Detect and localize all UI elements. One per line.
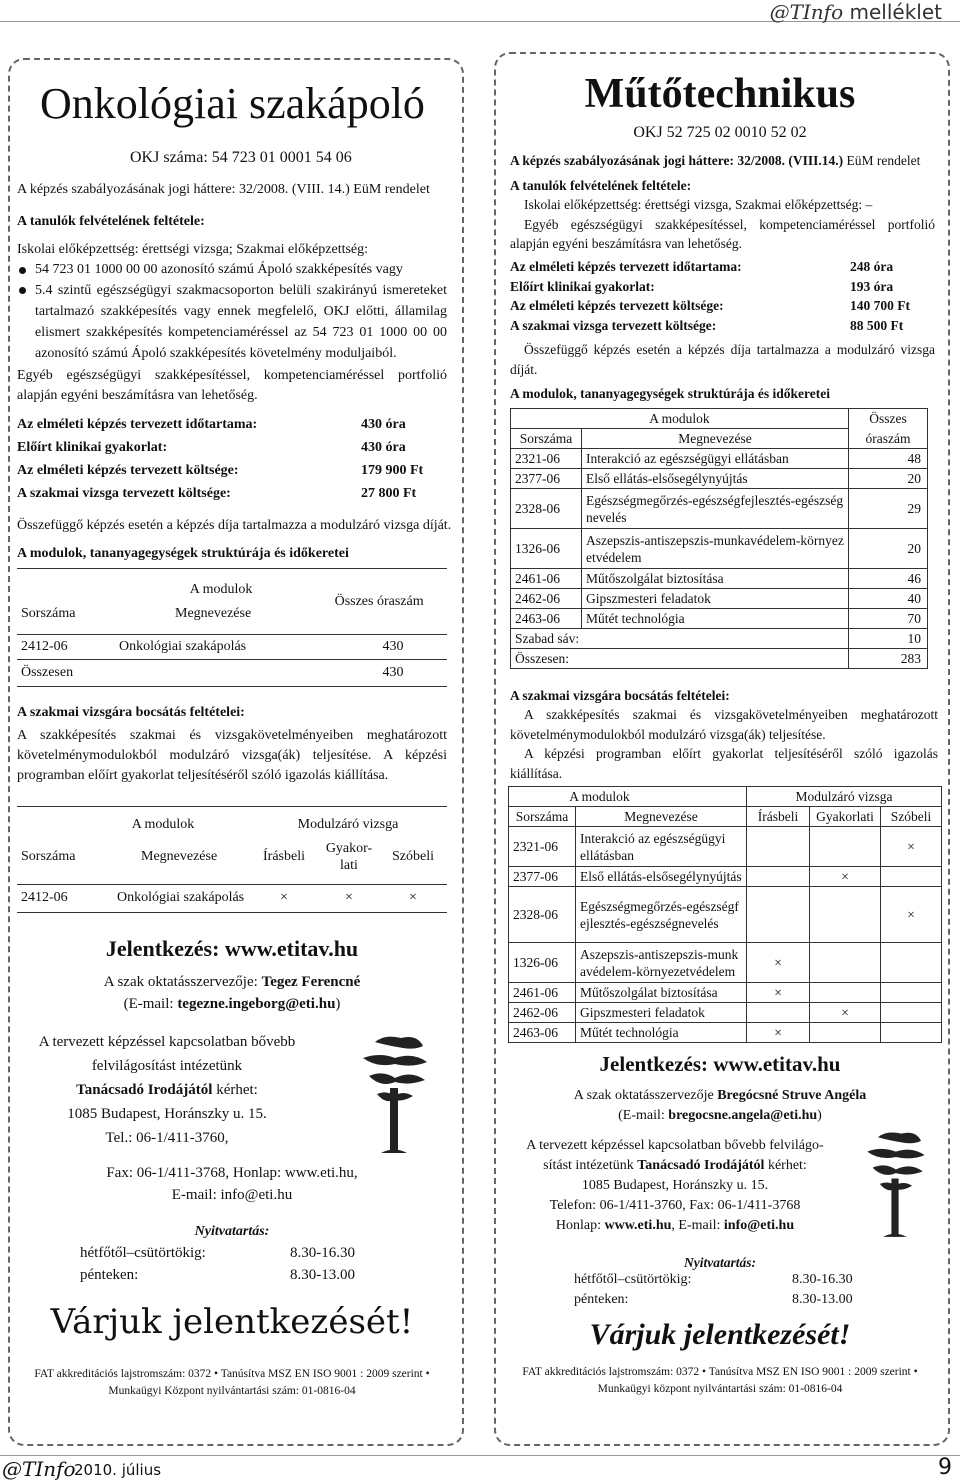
th-name: Megnevezése [576, 807, 747, 827]
cell-name: Első ellátás-elsősegélynyújtás [582, 469, 849, 489]
th-practical: Gyakorlati [810, 807, 881, 827]
th-code: Sorszáma [21, 606, 76, 621]
sum-value: 430 [382, 665, 404, 680]
cell-name: Egészségmegőrzés-egészségfejlesztés-egészségnevelés [582, 489, 849, 529]
contact-telfax: Telefon: 06-1/411-3760, Fax: 06-1/411-3768 [549, 1198, 801, 1213]
table-row [511, 569, 928, 589]
cell-practical [810, 1023, 881, 1043]
fat-line: Munkaügyi központ nyilvántartási szám: 01-0816-04 [597, 1383, 843, 1395]
table-row [511, 629, 928, 649]
table-rule [17, 806, 447, 807]
contact-address: 1085 Budapest, Horánszky u. 15. [581, 1178, 769, 1193]
table-row [511, 489, 928, 529]
cell-written [747, 827, 810, 867]
cell-code: 2328-06 [509, 887, 576, 943]
sum-value: 283 [849, 649, 928, 669]
th-code: Sorszáma [21, 849, 76, 864]
table-row [509, 827, 942, 867]
page-number: 9 [938, 1455, 952, 1480]
web-prefix: Honlap: [555, 1218, 605, 1233]
cell-hours: 70 [849, 609, 928, 629]
table-row [509, 943, 942, 983]
fact-label: A szakmai vizsga tervezett költsége: [17, 486, 231, 501]
contact-line: A tervezett képzéssel kapcsolatban bővebb [38, 1034, 296, 1050]
right-exam-table [508, 786, 942, 1043]
left-exam-text: A szakképesítés szakmai és vizsgakövetelményeiben meghatározott követelménymodulokból modulzáró vizsga(ák) teljesítése. A képzési programban előírt gyakorlat teljesítéséről szóló igazolás kiállítása. [17, 728, 447, 783]
fact-label: Az elméleti képzés tervezett időtartama: [17, 417, 258, 432]
right-apply-link[interactable]: Jelentkezés: www.etitav.hu [599, 1052, 841, 1076]
cell-practical [810, 943, 881, 983]
left-admission-heading: A tanulók felvételének feltétele: [17, 214, 205, 229]
contact-text: sítást intézetünk [543, 1158, 638, 1173]
fact-value: 27 800 Ft [361, 486, 417, 501]
hours-day: hétfőtől–csütörtökig: [80, 1244, 206, 1261]
right-facts [510, 257, 930, 335]
sum-label: Összesen [21, 665, 74, 680]
cell-hours: 48 [849, 449, 928, 469]
right-welcome: Várjuk jelentkezését! [589, 1318, 851, 1351]
th-oral: Szóbeli [392, 849, 434, 864]
cell-name: Gipszmesteri feladatok [582, 589, 849, 609]
cell-practical [810, 827, 881, 867]
footer-logo: @TInfo [2, 1457, 76, 1481]
legal-rest: EüM rendelet [843, 153, 921, 168]
left-exam-heading: A szakmai vizsgára bocsátás feltételei: [17, 705, 245, 720]
fact-label: Az elméleti képzés tervezett időtartama: [510, 259, 742, 274]
cell-name: Gipszmesteri feladatok [576, 1003, 747, 1023]
cell-code: 2461-06 [511, 569, 582, 589]
contact-line [500, 1156, 850, 1176]
cell-name: Műtőszolgálat biztosítása [576, 983, 747, 1003]
fact-label: Az elméleti képzés tervezett költsége: [510, 298, 724, 313]
left-fat [17, 1366, 447, 1400]
contact-fax: Fax: 06-1/411-3768, Honlap: www.eti.hu, [106, 1165, 358, 1181]
cell-hours: 40 [849, 589, 928, 609]
table-row [509, 1003, 942, 1023]
cell-code: 1326-06 [511, 529, 582, 569]
th-modules: A modulok [131, 817, 195, 832]
th-name: Megnevezése [141, 849, 218, 864]
email-suffix: ) [817, 1108, 822, 1123]
cell-name: Első ellátás-elsősegélynyújtás [576, 867, 747, 887]
cell-code: 2463-06 [511, 609, 582, 629]
exam-line: A képzési programban előírt gyakorlat teljesítéséről szóló igazolás kiállítása. [510, 746, 938, 781]
right-title: Műtőtechnikus [584, 71, 856, 117]
cell-written [747, 1003, 810, 1023]
cell-written [747, 867, 810, 887]
tree-logo-icon [355, 1028, 433, 1158]
cell-name: Egészségmegőrzés-egészségfejlesztés-egészségnevelés [576, 887, 747, 943]
cell-written: × [747, 1023, 810, 1043]
table-row [17, 636, 447, 658]
sum-label: Összesen: [511, 649, 849, 669]
fact-label: Előírt klinikai gyakorlat: [510, 278, 655, 294]
left-module-table [17, 578, 447, 626]
cell-oral: × [881, 827, 942, 867]
cell-oral [881, 983, 942, 1003]
hours-day: pénteken: [80, 1266, 139, 1283]
fact-value: 140 700 Ft [850, 298, 910, 313]
organizer-email[interactable]: bregocsne.angela@eti.hu [668, 1108, 818, 1123]
contact-address: 1085 Budapest, Horánszky u. 15. [67, 1106, 267, 1122]
th-modules: A modulok [511, 409, 849, 429]
left-bullet-item: 5.4 szintű egészségügyi szakmacsoporton belüli szakirányú ismereteket tartalmazó szakképesítés vagy ennek megfelelő, OKJ előtti, államilag elismert szakképesítés kompetenciaméréssel az 54 723 01 1000 00 00 azonosító számú Ápoló szakképesítés követelmény moduljaiból. [17, 280, 447, 364]
header-suffix: melléklet [843, 0, 942, 24]
table-row [17, 886, 447, 910]
cell-name: Aszepszis-antiszepszis-munkavédelem-környezetvédelem [576, 943, 747, 983]
th-oral: Szóbeli [881, 807, 942, 827]
contact-line [17, 1078, 317, 1102]
left-bullet-list [17, 260, 447, 364]
table-rule [17, 659, 447, 660]
table-rule [17, 568, 447, 569]
fact-label: A szakmai vizsga tervezett költsége: [510, 317, 717, 333]
cell-practical: × [810, 867, 881, 887]
table-row [509, 867, 942, 887]
left-exam-table [17, 814, 447, 878]
fact-value: 88 500 Ft [850, 317, 904, 333]
hours-time: 8.30-13.00 [290, 1266, 355, 1283]
th-name: Megnevezése [175, 606, 252, 621]
mail-prefix: , E-mail: [671, 1218, 724, 1233]
fact-value: 179 900 Ft [361, 463, 424, 478]
right-exam-heading: A szakmai vizsgára bocsátás feltételei: [510, 688, 730, 703]
th-total-1: Összes [849, 409, 928, 429]
right-hours-table [574, 1270, 853, 1310]
cell-code: 2462-06 [511, 589, 582, 609]
left-welcome: Várjuk jelentkezését! [50, 1302, 414, 1342]
cell-name: Műtét technológia [576, 1023, 747, 1043]
table-row [509, 887, 942, 943]
fact-value: 193 óra [850, 278, 894, 294]
cell-oral: × [409, 890, 417, 905]
left-exam-rows [17, 886, 447, 910]
th-code: Sorszáma [509, 807, 576, 827]
cell-code: 2328-06 [511, 489, 582, 529]
fact-label: Előírt klinikai gyakorlat: [17, 440, 168, 455]
cell-code: 2321-06 [511, 449, 582, 469]
email-prefix: (E-mail: [618, 1108, 669, 1123]
cell-code: 1326-06 [509, 943, 576, 983]
header-title [770, 0, 942, 24]
cell-name: Műtőszolgálat biztosítása [582, 569, 849, 589]
right-admission-heading: A tanulók felvételének feltétele: [510, 178, 692, 193]
mail-link[interactable]: info@eti.hu [723, 1218, 795, 1233]
cell-practical [810, 887, 881, 943]
th-total-2: óraszám [849, 429, 928, 449]
fat-line: FAT akkreditációs lajstromszám: 0372 • Tanúsítva MSZ EN ISO 9001 : 2009 szerint • [522, 1366, 918, 1378]
th-modules: A modulok [189, 582, 253, 597]
cell-written: × [747, 943, 810, 983]
table-rule [17, 884, 447, 885]
cell-written: × [280, 890, 288, 905]
organizer-prefix: A szak oktatásszervezője [573, 1088, 718, 1103]
hours-day: pénteken: [574, 1292, 629, 1307]
right-organizer [500, 1086, 940, 1126]
th-practical-label: Gyakor-lati [325, 841, 373, 873]
right-admission-text [510, 195, 935, 254]
th-code: Sorszáma [511, 429, 582, 449]
cell-hours: 46 [849, 569, 928, 589]
right-hours-heading: Nyitvatartás: [684, 1255, 756, 1270]
table-row [511, 469, 928, 489]
hours-time: 8.30-16.30 [290, 1244, 355, 1261]
left-fax-block [17, 1162, 447, 1206]
left-module-rows [17, 636, 447, 658]
left-module-sum [17, 662, 447, 684]
cell-code: 2377-06 [511, 469, 582, 489]
cell-oral [881, 1003, 942, 1023]
right-contact-block [500, 1136, 850, 1236]
left-okj: OKJ száma: 54 723 01 0001 54 06 [130, 149, 352, 166]
left-bullet-item: 54 723 01 1000 00 00 azonosító számú Ápoló szakképesítés vagy [17, 260, 447, 280]
cell-hours: 29 [849, 489, 928, 529]
right-legal [510, 151, 920, 171]
th-practical [319, 836, 379, 878]
left-facts [17, 413, 427, 505]
left-modules-heading: A modulok, tananyagegységek struktúrája és időkeretei [17, 546, 349, 561]
fat-line: Munkaügyi Központ nyilvántartási szám: 01-0816-04 [108, 1385, 356, 1397]
left-organizer [17, 971, 447, 1015]
email-suffix: ) [335, 996, 341, 1012]
left-contact-block [17, 1030, 317, 1150]
organizer-name: Bregócsné Struve Angéla [717, 1088, 867, 1103]
right-okj: OKJ 52 725 02 0010 52 02 [633, 124, 807, 141]
cell-name: Onkológiai szakápolás [119, 639, 247, 654]
cell-name: Onkológiai szakápolás [117, 890, 245, 905]
footer-date: 2010. július [74, 1461, 162, 1479]
cell-code: 2461-06 [509, 983, 576, 1003]
email-prefix: (E-mail: [123, 996, 178, 1012]
th-written: Írásbeli [263, 849, 305, 864]
hours-time: 8.30-13.00 [792, 1292, 853, 1307]
cell-practical: × [810, 1003, 881, 1023]
contact-line: felvilágosítást intézetünk [91, 1058, 243, 1074]
cell-code: 2463-06 [509, 1023, 576, 1043]
admission-line: Egyéb egészségügyi szakképesítéssel, kompetenciaméréssel portfolió alapján egyéni beszámításra van lehetőség. [510, 216, 935, 251]
table-row [509, 1023, 942, 1043]
right-exam-text [510, 705, 938, 783]
cell-written: × [747, 983, 810, 1003]
cell-name: Aszepszis-antiszepszis-munkavédelem-környezetvédelem [582, 529, 849, 569]
contact-line [500, 1216, 850, 1236]
cell-name: Interakció az egészségügyi ellátásban [582, 449, 849, 469]
right-module-table [510, 408, 928, 669]
cell-oral [881, 943, 942, 983]
left-hours-heading: Nyitvatartás: [194, 1224, 270, 1239]
table-rule [17, 912, 447, 913]
cell-practical: × [345, 890, 353, 905]
cell-oral [881, 867, 942, 887]
fact-label: Az elméleti képzés tervezett költsége: [17, 463, 239, 478]
cell-code: 2462-06 [509, 1003, 576, 1023]
page-footer [0, 1451, 960, 1483]
cell-practical [810, 983, 881, 1003]
contact-office: Tanácsadó Irodájától [76, 1082, 213, 1098]
hours-day: hétfőtől–csütörtökig: [574, 1272, 692, 1287]
left-fee-note: Összefüggő képzés esetén a képzés díja tartalmazza a modulzáró vizsga díját. [17, 518, 452, 533]
legal-bold: A képzés szabályozásának jogi háttere: 32/2008. (VIII.14.) [510, 153, 844, 168]
header-logo: @TInfo [769, 0, 844, 24]
right-fat [500, 1364, 940, 1398]
cell-name: Műtét technológia [582, 609, 849, 629]
contact-mail: E-mail: info@eti.hu [171, 1187, 293, 1203]
table-row [511, 649, 928, 669]
cell-hours: 20 [849, 529, 928, 569]
cell-written [747, 887, 810, 943]
admission-line: Iskolai előképzettség: érettségi vizsga, Szakmai előképzettség: – [524, 197, 873, 212]
th-total-hours: Összes óraszám [334, 594, 424, 609]
cell-code: 2412-06 [21, 890, 68, 905]
left-legal: A képzés szabályozásának jogi háttere: 32/2008. (VIII. 14.) EüM rendelet [17, 182, 430, 197]
cell-oral: × [881, 887, 942, 943]
organizer-email[interactable]: tegezne.ingeborg@eti.hu [177, 996, 336, 1012]
left-prerequisite: Iskolai előképzettség: érettségi vizsga; Szakmai előképzettség: [17, 242, 369, 257]
contact-office: Tanácsadó Irodájától [637, 1158, 765, 1173]
table-row [511, 609, 928, 629]
footer-rule [0, 1455, 960, 1456]
cell-name: Interakció az egészségügyi ellátásban [576, 827, 747, 867]
hours-time: 8.30-16.30 [792, 1272, 853, 1287]
fact-value: 430 óra [361, 440, 406, 455]
contact-tel: Tel.: 06-1/411-3760, [105, 1130, 229, 1146]
th-modules: A modulok [509, 787, 747, 807]
th-exam: Modulzáró vizsga [297, 817, 399, 832]
right-modules-heading: A modulok, tananyagegységek struktúrája és időkeretei [510, 386, 831, 401]
cell-code: 2377-06 [509, 867, 576, 887]
contact-text: kérhet: [764, 1158, 807, 1173]
fat-line: FAT akkreditációs lajstromszám: 0372 • Tanúsítva MSZ EN ISO 9001 : 2009 szerint • [34, 1368, 430, 1380]
free-label: Szabad sáv: [511, 629, 849, 649]
contact-line: A tervezett képzéssel kapcsolatban bővebb felvilágo- [526, 1138, 824, 1153]
left-hours-table [80, 1242, 355, 1286]
fact-value: 248 óra [850, 259, 894, 274]
right-fee-note: Összefüggő képzés esetén a képzés díja tartalmazza a modulzáró vizsga díját. [510, 342, 935, 377]
cell-hours: 20 [849, 469, 928, 489]
exam-line: A szakképesítés szakmai és vizsgakövetelményeiben meghatározott követelménymodulokból modulzáró vizsga(ák) teljesítése. [510, 707, 938, 742]
table-rule [17, 686, 447, 687]
table-row [511, 449, 928, 469]
table-rule [17, 634, 447, 635]
th-name: Megnevezése [582, 429, 849, 449]
cell-code: 2412-06 [21, 639, 68, 654]
left-other-note: Egyéb egészségügyi szakképesítéssel, kompetenciaméréssel portfolió alapján egyéni beszámításra van lehetőség. [17, 368, 447, 403]
table-row [511, 589, 928, 609]
tree-logo-icon [860, 1124, 930, 1242]
fact-value: 430 óra [361, 417, 406, 432]
web-link[interactable]: www.eti.hu [604, 1218, 672, 1233]
table-row [509, 983, 942, 1003]
cell-hours: 430 [382, 639, 404, 654]
cell-oral [881, 1023, 942, 1043]
left-apply-link[interactable]: Jelentkezés: www.etitav.hu [105, 936, 359, 961]
organizer-prefix: A szak oktatásszervezője: [103, 974, 262, 990]
th-written: Írásbeli [747, 807, 810, 827]
table-row [511, 529, 928, 569]
organizer-name: Tegez Ferencné [261, 974, 361, 990]
contact-office-suffix: kérhet: [212, 1082, 258, 1098]
free-value: 10 [849, 629, 928, 649]
th-exam: Modulzáró vizsga [747, 787, 942, 807]
left-title: Onkológiai szakápoló [40, 79, 425, 128]
cell-code: 2321-06 [509, 827, 576, 867]
